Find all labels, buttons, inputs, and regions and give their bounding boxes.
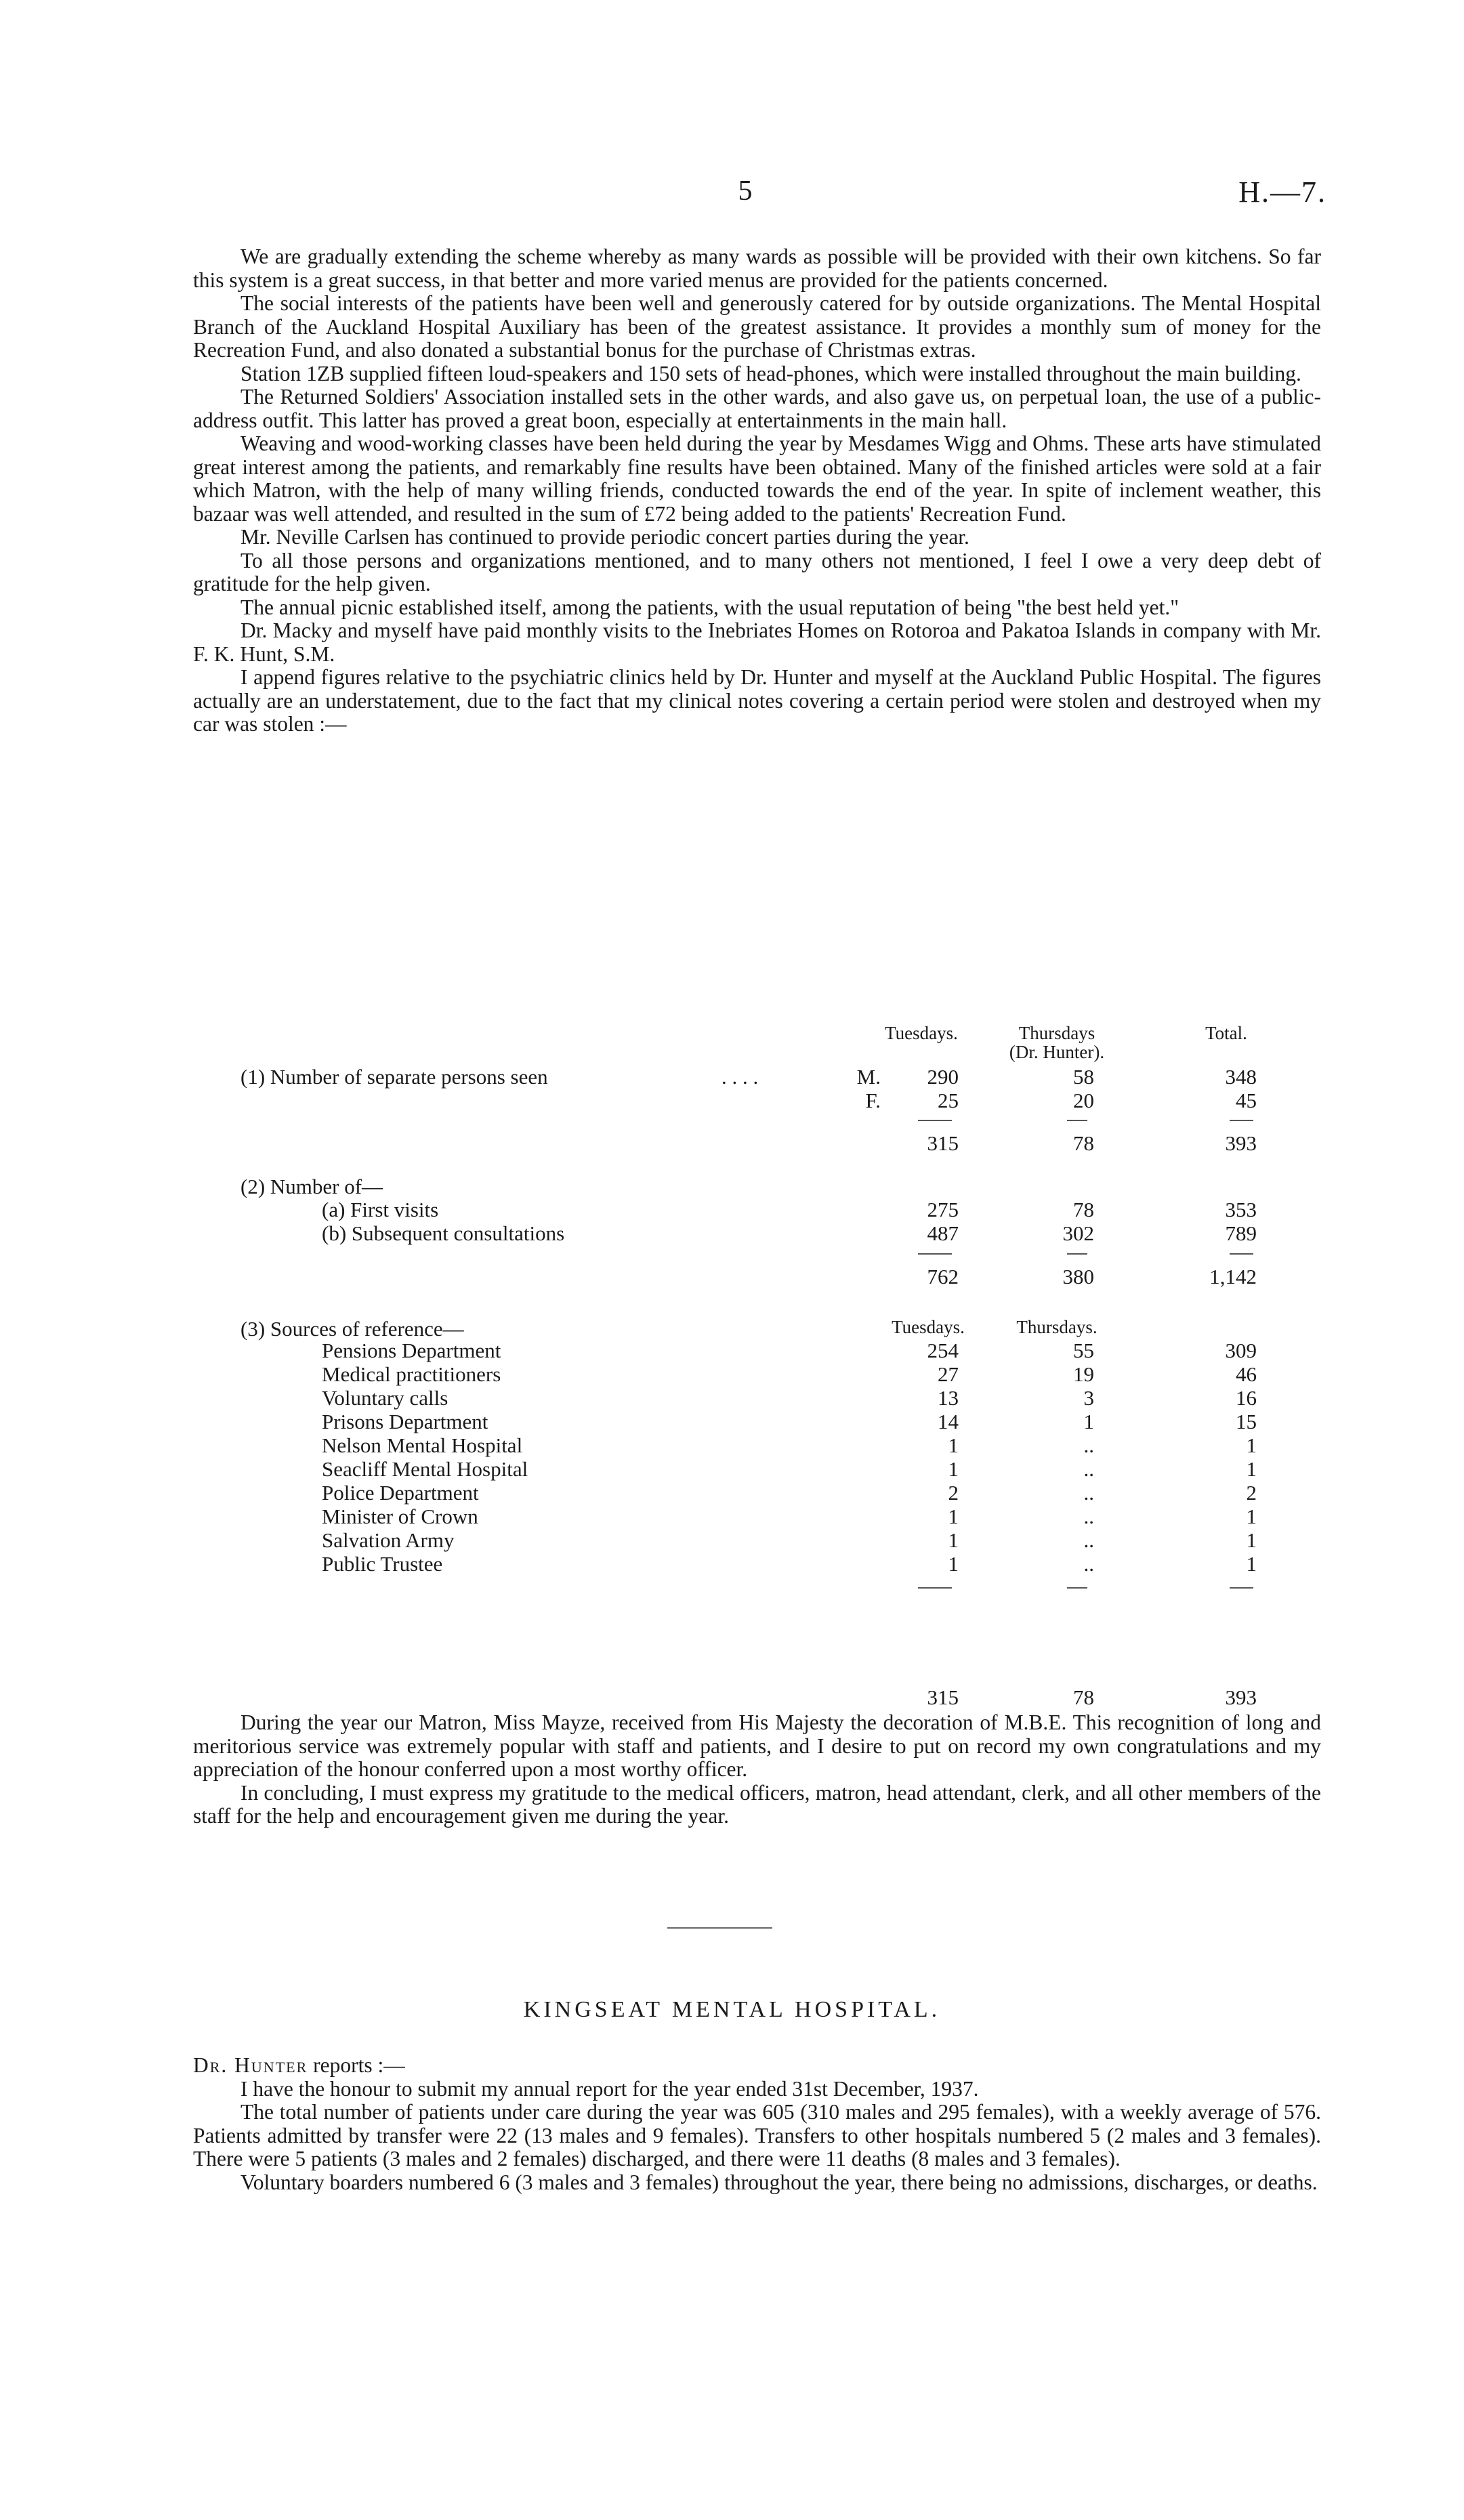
row-label: (a) First visits — [322, 1198, 439, 1221]
sum-rule — [1067, 1587, 1087, 1589]
sex-label: M. — [856, 1065, 881, 1089]
reporter-line — [193, 2054, 1321, 2078]
sub-header-thursdays: Thursdays. — [1016, 1317, 1097, 1337]
cell-total: 2 — [1246, 1481, 1257, 1505]
table-row — [193, 1198, 1321, 1222]
cell-total: 1 — [1246, 1457, 1257, 1481]
cell-thursdays: .. — [1083, 1505, 1094, 1528]
paragraph: Mr. Neville Carlsen has continued to provide periodic concert parties during the year. — [240, 525, 969, 549]
table-header-row — [193, 1042, 1321, 1066]
table-row — [193, 1528, 1321, 1553]
table-row — [193, 1505, 1321, 1529]
col-header-tuesdays: Tuesdays. — [885, 1023, 958, 1043]
table-total-row — [193, 1131, 1321, 1156]
cell-tuesdays: 14 — [938, 1410, 959, 1433]
cell-thursdays: 302 — [1062, 1221, 1094, 1245]
paragraph: I have the honour to submit my annual report for the year ended 31st December, 1937. — [240, 2076, 979, 2101]
table-row — [193, 1317, 1321, 1341]
paragraph: We are gradually extending the scheme whereby as many wards as possible will be provided with their own kitchens. So far this system is a great success, in that better and more varied menus are provided for the patients concerned. — [193, 245, 1321, 292]
paragraph: I append figures relative to the psychiatric clinics held by Dr. Hunter and myself at the Auckland Public Hospital. The figures actually are an understatement, due to the fact that my clinical notes covering a certain period were stolen and destroyed when my car was stolen :— — [193, 665, 1321, 736]
paragraph: The Returned Soldiers' Association installed sets in the other wards, and also gave us, on perpetual loan, the use of a public-address outfit. This latter has proved a great boon, especially at entertainments in the main hall. — [193, 385, 1321, 432]
cell-tuesdays: 1 — [948, 1552, 959, 1576]
cell-tuesdays: 2 — [948, 1481, 959, 1505]
cell-tuesdays: 487 — [927, 1221, 959, 1245]
section-title: KINGSEAT MENTAL HOSPITAL. — [523, 1997, 941, 2022]
col-header-thursdays-note: (Dr. Hunter). — [1009, 1042, 1105, 1062]
total-thursdays: 380 — [1062, 1265, 1094, 1288]
cell-total: 309 — [1225, 1339, 1257, 1362]
table-total-row — [193, 1685, 1321, 1710]
cell-total: 348 — [1225, 1065, 1257, 1089]
leader-dots: . . . . — [721, 1065, 759, 1089]
col-header-total: Total. — [1205, 1023, 1247, 1043]
cell-thursdays: .. — [1083, 1552, 1094, 1576]
table-row — [193, 1386, 1321, 1410]
section-label: (2) Number of— — [240, 1175, 383, 1198]
cell-thursdays: .. — [1083, 1481, 1094, 1505]
row-label: Salvation Army — [322, 1528, 455, 1552]
table-row — [193, 1089, 1321, 1113]
sum-rule — [1230, 1253, 1253, 1255]
paragraph: Weaving and wood-working classes have been held during the year by Mesdames Wigg and Ohms. These arts have stimulated great interest among the patients, and remarkably fine results have been obtained. Many of the finished articles were sold at a fair which Matron, with the help of many willing friends, conducted towards the end of the year. In spite of inclement weather, this bazaar was well attended, and resulted in the sum of £72 being added to the patients' Recreation Fund. — [193, 432, 1321, 526]
cell-total: 46 — [1236, 1362, 1257, 1386]
sum-rule — [918, 1253, 952, 1255]
cell-thursdays: .. — [1083, 1433, 1094, 1457]
table-row — [193, 1433, 1321, 1458]
cell-total: 353 — [1225, 1198, 1257, 1221]
cell-tuesdays: 1 — [948, 1433, 959, 1457]
reporter-suffix: reports :— — [313, 2053, 405, 2077]
table-row — [193, 1065, 1321, 1089]
cell-total: 1 — [1246, 1505, 1257, 1528]
section-label: (1) Number of separate persons seen — [240, 1065, 548, 1089]
table-row — [193, 1362, 1321, 1387]
total-tuesdays: 315 — [927, 1131, 959, 1155]
sum-rule — [1230, 1587, 1253, 1589]
sum-rule — [1067, 1253, 1087, 1255]
table-row — [193, 1175, 1321, 1199]
cell-tuesdays: 275 — [927, 1198, 959, 1221]
sex-label: F. — [865, 1089, 881, 1112]
row-label: Voluntary calls — [322, 1386, 448, 1410]
section-divider — [667, 1927, 772, 1929]
sum-rule — [918, 1120, 952, 1121]
paragraph: The social interests of the patients have been well and generously catered for by outside organizations. The Mental Hospital Branch of the Auckland Hospital Auxiliary has been of the greatest assistance. It provides a monthly sum of money for the Recreation Fund, and also donated a substantial bonus for the purchase of Christmas extras. — [193, 291, 1321, 362]
total-total: 1,142 — [1209, 1265, 1257, 1288]
sub-header-tuesdays: Tuesdays. — [892, 1317, 965, 1337]
cell-tuesdays: 1 — [948, 1457, 959, 1481]
cell-tuesdays: 25 — [938, 1089, 959, 1112]
row-label: Prisons Department — [322, 1410, 488, 1433]
paragraph: The total number of patients under care during the year was 605 (310 males and 295 females), with a weekly average of 576. Patients admitted by transfer were 22 (13 males and 9 females). Transfers to other hospitals numbered 5 (2 males and 3 females). There were 5 patients (3 males and 2 females) discharged, and there were 11 deaths (8 males and 3 females). — [193, 2100, 1321, 2170]
table-total-row — [193, 1265, 1321, 1289]
cell-thursdays: 19 — [1073, 1362, 1094, 1386]
table-row — [193, 1481, 1321, 1505]
cell-tuesdays: 290 — [927, 1065, 959, 1089]
row-label: Police Department — [322, 1481, 479, 1505]
cell-total: 1 — [1246, 1433, 1257, 1457]
cell-total: 1 — [1246, 1552, 1257, 1576]
cell-thursdays: 58 — [1073, 1065, 1094, 1089]
cell-thursdays: 55 — [1073, 1339, 1094, 1362]
cell-total: 789 — [1225, 1221, 1257, 1245]
cell-thursdays: 3 — [1083, 1386, 1094, 1410]
cell-tuesdays: 254 — [927, 1339, 959, 1362]
total-thursdays: 78 — [1073, 1131, 1094, 1155]
cell-thursdays: 20 — [1073, 1089, 1094, 1112]
total-tuesdays: 315 — [927, 1685, 959, 1709]
cell-tuesdays: 13 — [938, 1386, 959, 1410]
reporter-name: Dr. Hunter — [193, 2053, 308, 2077]
cell-tuesdays: 27 — [938, 1362, 959, 1386]
paragraph: The annual picnic established itself, among the patients, with the usual reputation of being "the best held yet." — [240, 595, 1179, 619]
outro-text — [193, 1711, 1321, 1828]
table-row — [193, 1410, 1321, 1434]
total-total: 393 — [1225, 1131, 1257, 1155]
row-label: Pensions Department — [322, 1339, 501, 1362]
row-label: (b) Subsequent consultations — [322, 1221, 565, 1245]
paragraph: Station 1ZB supplied fifteen loud-speakers and 150 sets of head-phones, which were installed throughout the main building. — [240, 361, 1301, 385]
sum-rule — [1067, 1120, 1087, 1121]
paragraph: In concluding, I must express my gratitude to the medical officers, matron, head attendant, clerk, and all other members of the staff for the help and encouragement given me during the year. — [193, 1780, 1321, 1828]
paragraph: During the year our Matron, Miss Mayze, received from His Majesty the decoration of M.B.E. This recognition of long and meritorious service was extremely popular with staff and patients, and I desire to put on record my own congratulations and my appreciation of the honour conferred upon a most worthy officer. — [193, 1710, 1321, 1781]
table-row — [193, 1221, 1321, 1246]
cell-thursdays: .. — [1083, 1457, 1094, 1481]
col-header-thursdays: Thursdays — [1018, 1023, 1095, 1043]
row-label: Nelson Mental Hospital — [322, 1433, 523, 1457]
paragraph: Voluntary boarders numbered 6 (3 males and 3 females) throughout the year, there being no admissions, discharges, or deaths. — [240, 2170, 1318, 2194]
total-thursdays: 78 — [1073, 1685, 1094, 1709]
row-label: Seacliff Mental Hospital — [322, 1457, 528, 1481]
cell-total: 45 — [1236, 1089, 1257, 1112]
row-label: Medical practitioners — [322, 1362, 501, 1386]
section-label: (3) Sources of reference— — [240, 1317, 464, 1341]
paragraph: To all those persons and organizations mentioned, and to many others not mentioned, I feel I owe a very deep debt of gratitude for the help given. — [193, 548, 1321, 595]
cell-tuesdays: 1 — [948, 1505, 959, 1528]
cell-total: 1 — [1246, 1528, 1257, 1552]
document-code: H.—7. — [1238, 175, 1326, 209]
row-label: Minister of Crown — [322, 1505, 478, 1528]
cell-thursdays: .. — [1083, 1528, 1094, 1552]
cell-tuesdays: 1 — [948, 1528, 959, 1552]
page-number: 5 — [738, 175, 753, 207]
sum-rule — [1230, 1120, 1253, 1121]
table-row — [193, 1339, 1321, 1363]
paragraph: Dr. Macky and myself have paid monthly visits to the Inebriates Homes on Rotoroa and Pakatoa Islands in company with Mr. F. K. Hunt, S.M. — [193, 618, 1321, 666]
cell-thursdays: 1 — [1083, 1410, 1094, 1433]
table-row — [193, 1457, 1321, 1482]
cell-total: 15 — [1236, 1410, 1257, 1433]
kingseat-text — [193, 2054, 1321, 2194]
total-total: 393 — [1225, 1685, 1257, 1709]
row-label: Public Trustee — [322, 1552, 443, 1576]
cell-total: 16 — [1236, 1386, 1257, 1410]
cell-thursdays: 78 — [1073, 1198, 1094, 1221]
sum-rule — [918, 1587, 952, 1589]
table-row — [193, 1552, 1321, 1576]
total-tuesdays: 762 — [927, 1265, 959, 1288]
intro-text — [193, 245, 1321, 736]
